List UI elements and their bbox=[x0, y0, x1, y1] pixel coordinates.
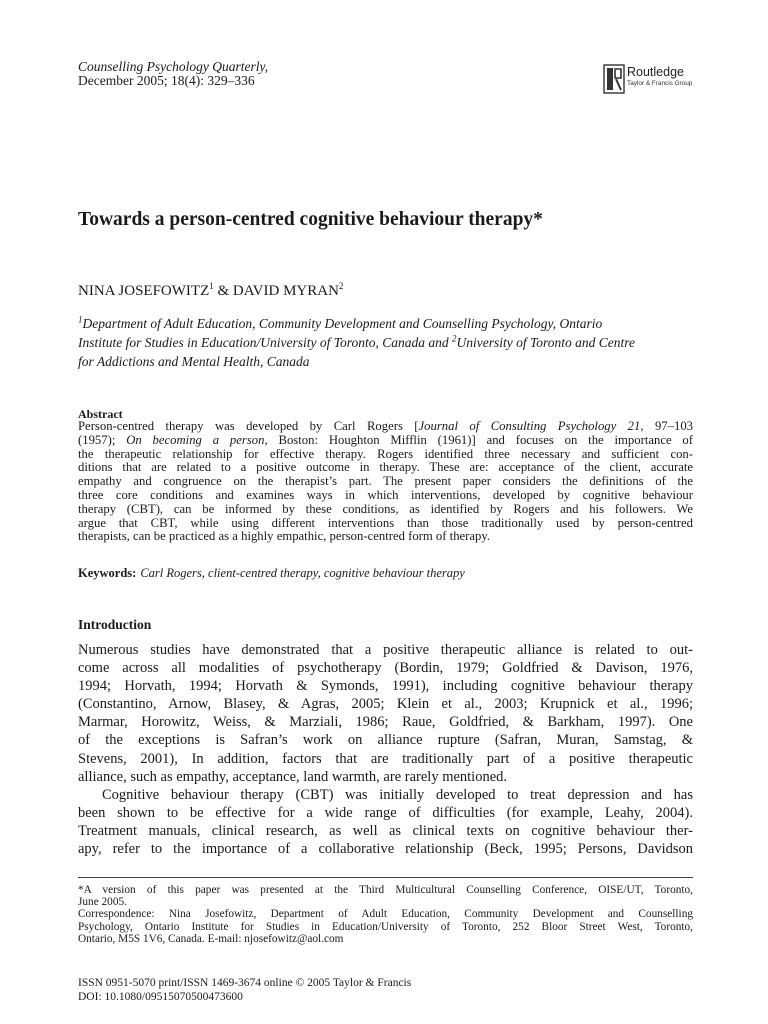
body-line: alliance, such as empathy, acceptance, land warmth, are rarely mentioned. bbox=[78, 768, 508, 785]
routledge-logo-icon bbox=[603, 64, 625, 94]
body-line: been shown to be effective for a wide range of difficulties (for example, Leahy, 2004). bbox=[78, 804, 693, 821]
author-name: DAVID MYRAN bbox=[232, 283, 339, 299]
author-name: NINA JOSEFOWITZ bbox=[78, 283, 210, 299]
doi: DOI: 10.1080/09515070500473600 bbox=[78, 991, 243, 1003]
page-footer bbox=[78, 976, 411, 1004]
body-line: Marmar, Horowitz, Weiss, & Marziali, 1986; Raue, Goldfried, & Barkham, 1997). One bbox=[78, 714, 693, 731]
body-line: come across all modalities of psychotherapy (Bordin, 1979; Goldfried & Davison, 1976, bbox=[78, 660, 693, 677]
footnote-line: Psychology, Ontario Institute for Studies in Education/University of Toronto, 252 Bloor Street West, Toronto, bbox=[78, 920, 693, 933]
journal-name: Counselling Psychology Quarterly, bbox=[78, 59, 269, 74]
author-affiliation-marker: 2 bbox=[338, 281, 344, 291]
section-heading: Introduction bbox=[78, 617, 152, 632]
footnote-line: *A version of this paper was presented at the Third Multicultural Counselling Conference, OISE/UT, Toronto, bbox=[78, 884, 693, 896]
keywords-label: Keywords: bbox=[78, 566, 137, 580]
body-line: apy, refer to the importance of a collaborative relationship (Beck, 1995; Persons, Davidson bbox=[78, 841, 693, 858]
affiliation-line: $^1$Department of Adult Education, Community Development and Counselling Psychology, Ontario bbox=[78, 314, 603, 331]
body-line: of the exceptions is Safran’s work on alliance rupture (Safran, Muran, Samstag, & bbox=[78, 732, 693, 749]
affiliation-marker: 1 bbox=[78, 314, 83, 325]
body-line: Treatment manuals, clinical research, as well as clinical texts on cognitive behaviour ther- bbox=[78, 822, 693, 839]
journal-reference: Journal of Consulting Psychology 21 bbox=[418, 419, 641, 433]
body-line: (Constantino, Arnow, Blasey, & Agras, 2005; Klein et al., 2003; Krupnick et al., 1996; bbox=[78, 696, 693, 713]
author-separator: & bbox=[213, 283, 233, 299]
abstract-line: Person-centred therapy was developed by Carl Rogers [Journal of Consulting Psychology 21, 97–103 bbox=[78, 419, 694, 433]
author-affiliation-marker: 1 bbox=[209, 281, 214, 291]
keywords bbox=[78, 566, 465, 581]
publisher-group: Taylor & Francis Group bbox=[627, 80, 693, 87]
footnote-divider bbox=[78, 877, 693, 878]
abstract-line: three core conditions and examines ways in which interventions, developed by cognitive behaviour bbox=[78, 487, 693, 502]
publisher-name: Routledge bbox=[627, 65, 684, 79]
abstract-line: ditions that are related to a positive outcome in therapy. These are: acceptance of the client, accurate bbox=[78, 460, 693, 475]
abstract-line: empathy and congruence on the therapist’s part. The present paper considers the definitions of the bbox=[78, 474, 693, 489]
abstract-line: the therapeutic relationship for effective therapy. Rogers identified three necessary and sufficient con- bbox=[78, 446, 693, 461]
body-line: 1994; Horvath, 1994; Horvath & Symonds, 1991), including cognitive behaviour therapy bbox=[78, 678, 693, 695]
author-list bbox=[78, 281, 343, 301]
abstract-line: therapy (CBT), can be informed by these conditions, as identified by Rogers and his followers. We bbox=[78, 501, 693, 516]
footnote-line: June 2005. bbox=[78, 896, 127, 909]
footnote-line: Correspondence: Nina Josefowitz, Department of Adult Education, Community Development and Counselling bbox=[78, 908, 693, 921]
abstract-line: therapists, can be practiced as a highly empathic, person-centred form of therapy. bbox=[78, 529, 491, 544]
affiliation-line: for Addictions and Mental Health, Canada bbox=[78, 354, 310, 369]
article-title: Towards a person-centred cognitive behaviour therapy* bbox=[78, 209, 543, 230]
abstract-heading: Abstract bbox=[78, 407, 123, 421]
book-reference: On becoming a person bbox=[126, 432, 265, 447]
body-line: Cognitive behaviour therapy (CBT) was initially developed to treat depression and has bbox=[102, 786, 693, 803]
publisher-logo bbox=[603, 62, 713, 98]
abstract-line: (1957); On becoming a person, Boston: Houghton Mifflin (1961)] and focuses on the importance of bbox=[78, 432, 693, 447]
affiliation-line: Institute for Studies in Education/University of Toronto, Canada and $^2$University of Toronto and Centre bbox=[78, 333, 635, 350]
issn: ISSN 0951-5070 print/ISSN 1469-3674 online © 2005 Taylor & Francis bbox=[78, 977, 412, 989]
introduction-body bbox=[78, 641, 693, 858]
journal-issue: December 2005; 18(4): 329–336 bbox=[78, 73, 255, 88]
journal-citation bbox=[78, 60, 268, 88]
body-line: Stevens, 2001), In addition, factors that are traditionally part of a positive therapeutic bbox=[78, 750, 693, 767]
footnote-line: Ontario, M5S 1V6, Canada. E-mail: njosefowitz@aol.com bbox=[78, 932, 344, 945]
affiliation-marker: 2 bbox=[452, 333, 457, 344]
affiliations bbox=[78, 314, 693, 371]
footnotes bbox=[78, 884, 693, 945]
abstract-body bbox=[78, 420, 693, 544]
abstract-line: argue that CBT, while using different interventions than those traditionally used by person-centred bbox=[78, 515, 693, 530]
keywords-terms: Carl Rogers, client-centred therapy, cognitive behaviour therapy bbox=[140, 566, 465, 580]
body-line: Numerous studies have demonstrated that a positive therapeutic alliance is related to out- bbox=[78, 642, 693, 658]
